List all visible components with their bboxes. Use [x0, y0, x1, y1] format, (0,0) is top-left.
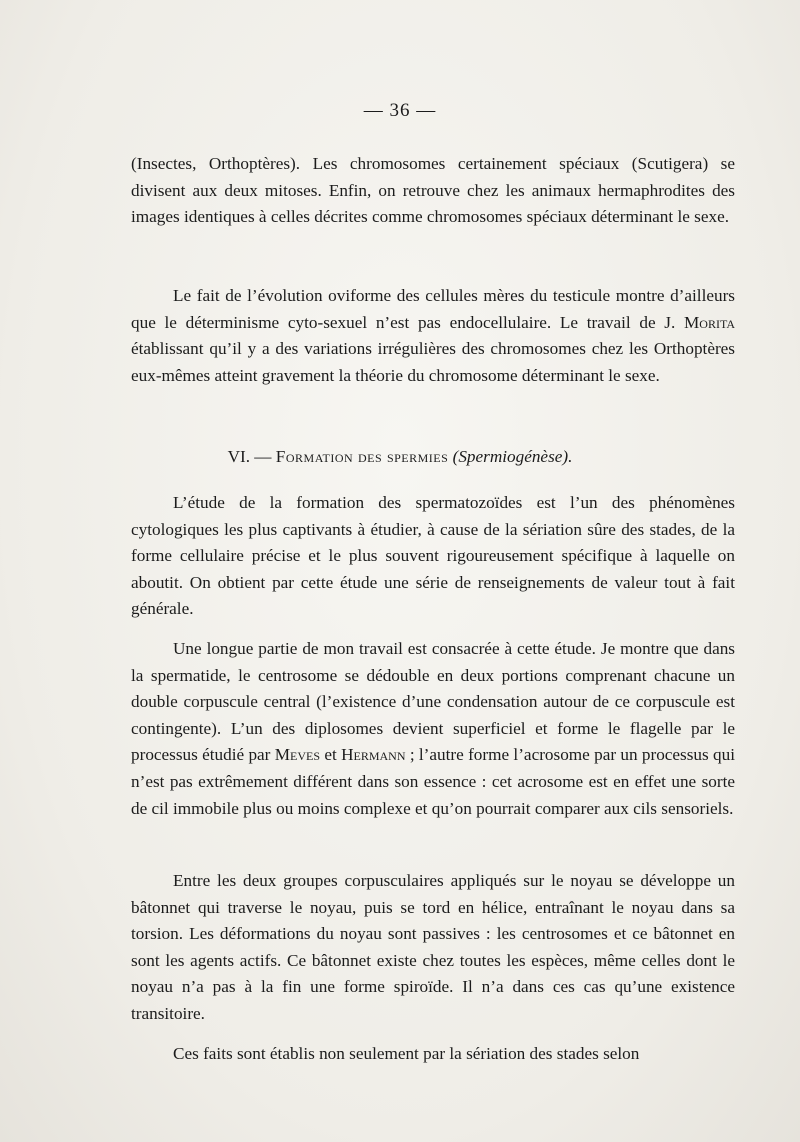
section-title: Formation des spermies — [275, 447, 449, 466]
section-number: VI. — — [227, 447, 276, 466]
paragraph-4-and: et — [320, 745, 342, 765]
paragraph-3: L’étude de la formation des spermatozoïdes est l’un des phénomènes cytologiques les plus captivants à étudier, à cause de la sériation sûre des stades, de la forme cellulaire précise et le plus souvent rigoureusement spécifique à laquelle on aboutit. On obtient par cette étude une série de renseignements de valeur tout à fait générale. — [131, 493, 735, 619]
author-name-morita: Morita — [684, 312, 735, 332]
author-name-meves: Meves — [274, 745, 321, 765]
paragraph-2-part-b: établissant qu’il y a des variations irrégulières des chromosomes chez les Orthoptères eux-mêmes atteint gravement la théorie du chromosome déterminant le sexe. — [131, 339, 735, 385]
section-subtitle: (Spermiogénèse). — [448, 447, 573, 466]
page-number: — 36 — — [363, 100, 437, 121]
paragraph-6: Ces faits sont établis non seulement par la sériation des stades selon — [173, 1044, 640, 1063]
section-heading — [0, 444, 800, 470]
paragraph-2-part-a: Le fait de l’évolution oviforme des cellules mères du testicule montre d’ailleurs que le déterminisme cyto-sexuel n’est pas endocellulaire. Le travail de J. — [131, 286, 735, 332]
author-name-hermann: Hermann — [341, 745, 406, 765]
paragraph-4 — [131, 636, 735, 822]
paragraph-1: (Insectes, Orthoptères). Les chromosomes certainement spéciaux (Scutigera) se divisent aux deux mitoses. Enfin, on retrouve chez les animaux hermaphrodites des images identiques à celles décrites comme chromosomes spéciaux déterminant le sexe. — [131, 154, 735, 227]
paragraph-4-part-b: ; l’autre forme l’acrosome par un processus qui n’est pas extrêmement différent dans son essence : cet acrosome est en effet une sorte de cil immobile plus ou moins complexe et qu’on pourrait comparer aux cils sensoriels. — [131, 745, 735, 818]
paragraph-5: Entre les deux groupes corpusculaires appliqués sur le noyau se développe un bâtonnet qui traverse le noyau, puis se tord en hélice, entraînant le noyau dans sa torsion. Les déformations du noyau sont passives : les centrosomes et ce bâtonnet en sont les agents actifs. Ce bâtonnet existe chez toutes les espèces, même celles dont le noyau n’a pas à la fin une forme spiroïde. Il n’a dans ces cas qu’une existence transitoire. — [131, 871, 735, 1023]
paragraph-2 — [131, 283, 735, 389]
paragraph-4-part-a: Une longue partie de mon travail est consacrée à cette étude. Je montre que dans la spermatide, le centrosome se dédouble en deux portions comprenant chacune un double corpuscule central (l’existence d’une condensation autour de ce corpuscule est contingente). L’un des diplosomes devient superficiel et forme le flagelle par le processus étudié par — [131, 639, 735, 765]
